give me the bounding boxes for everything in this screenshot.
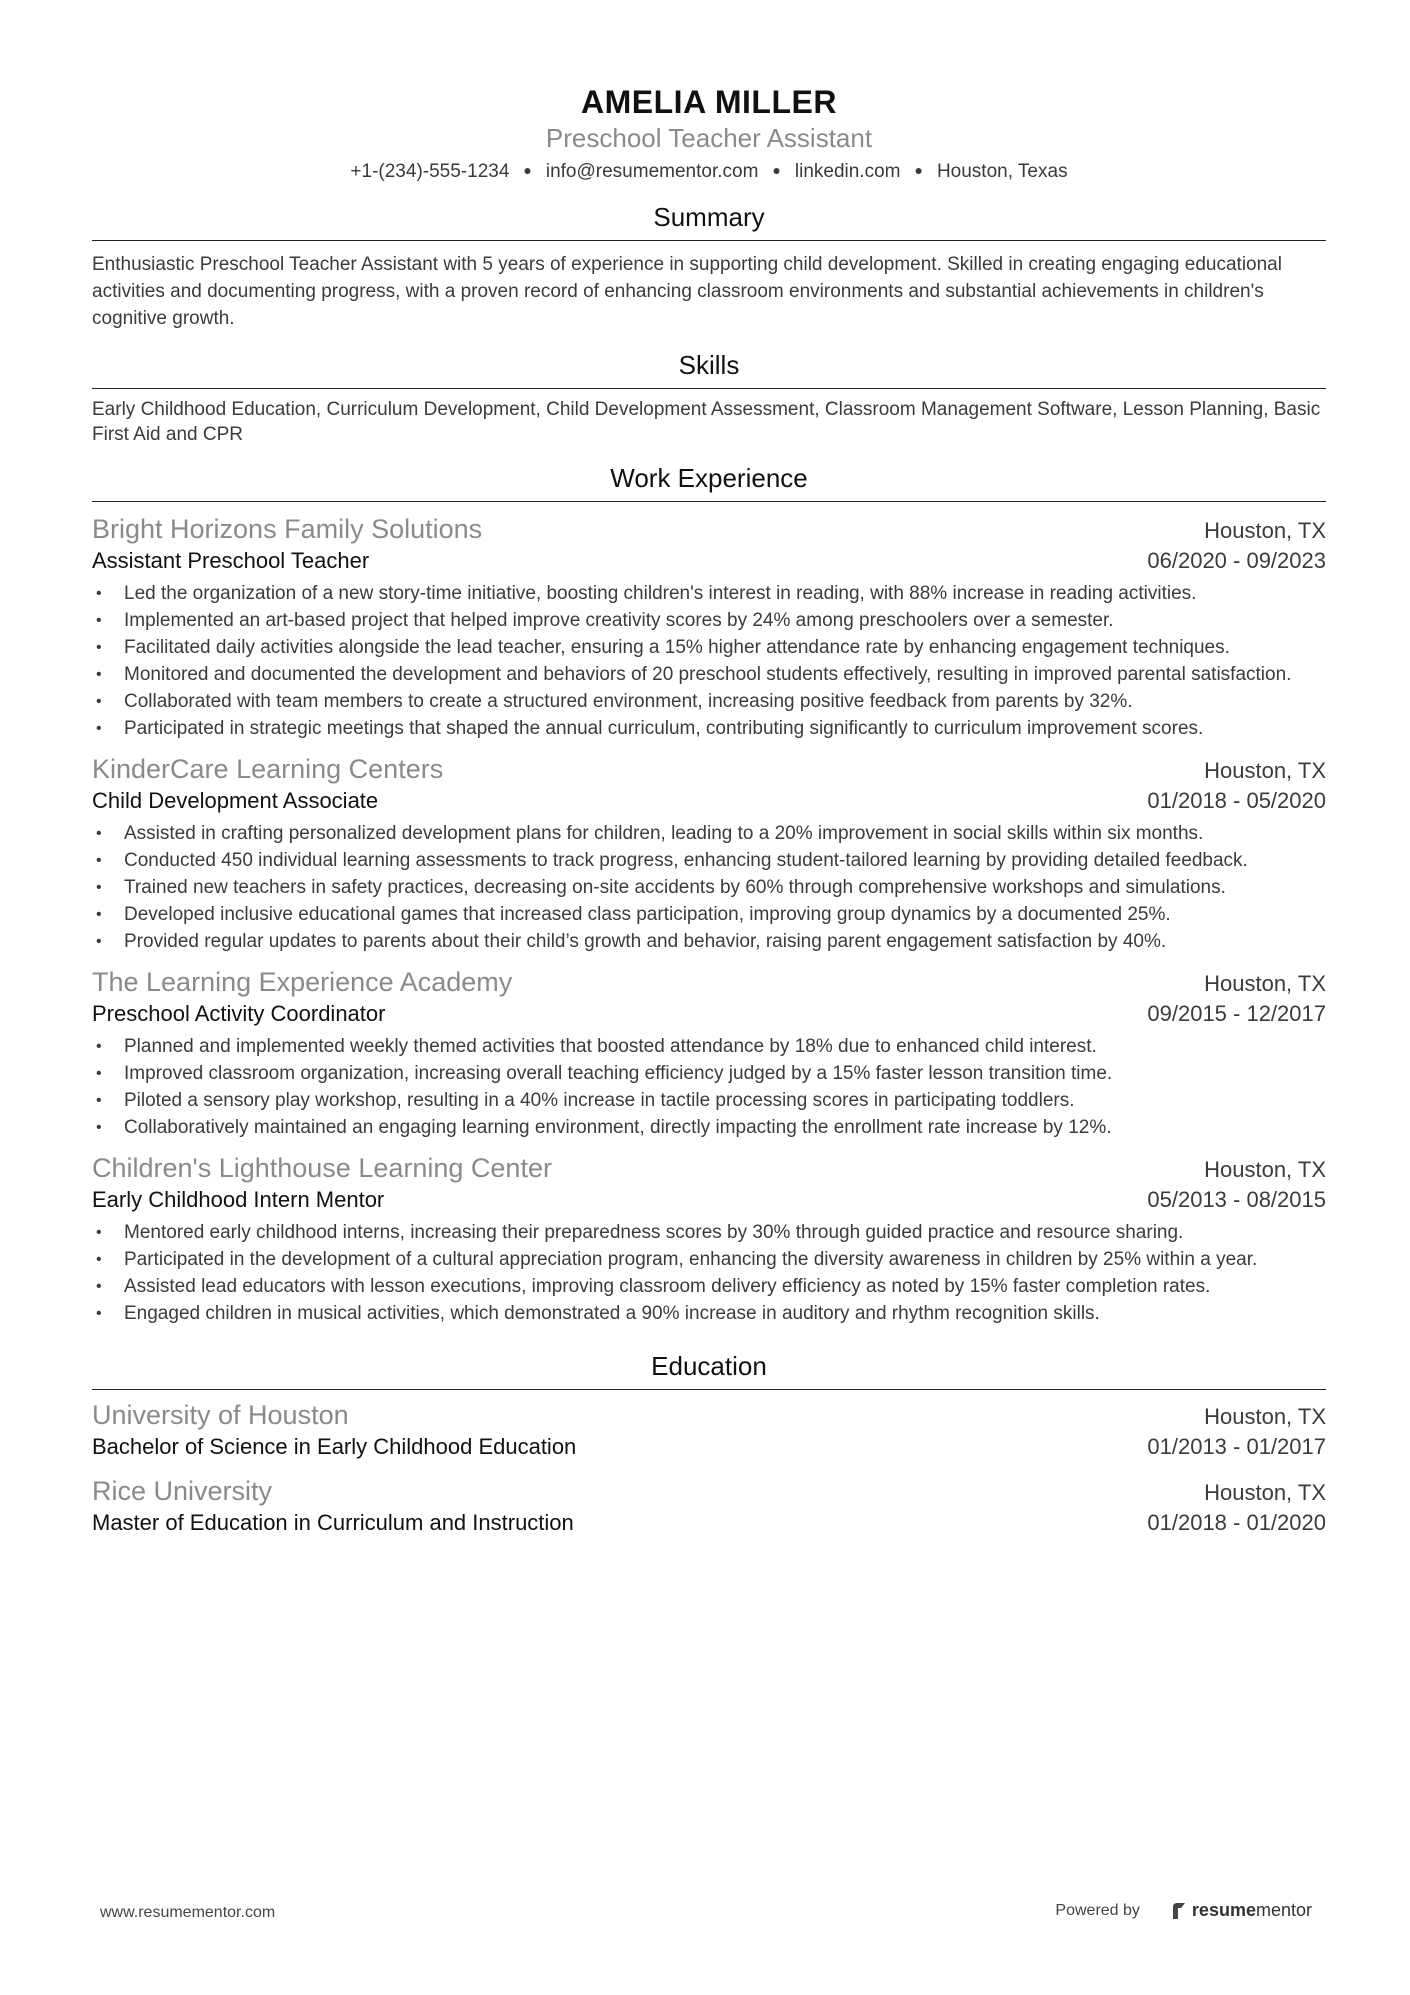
- job-title-row: [92, 786, 1326, 816]
- bullet-separator: ●: [772, 162, 781, 178]
- job-dates: 06/2020 - 09/2023: [1147, 548, 1326, 573]
- contact-email[interactable]: info@resumementor.com: [545, 161, 759, 182]
- education-section: [92, 1349, 1326, 1538]
- job-location: Houston, TX: [1204, 971, 1326, 996]
- bullet-separator: ●: [914, 162, 923, 178]
- section-title-skills: Skills: [92, 348, 1326, 389]
- resumementor-logo[interactable]: [1170, 1900, 1312, 1921]
- job-title-row: [92, 546, 1326, 576]
- section-title-summary: Summary: [92, 200, 1326, 241]
- job-bullet: • Planned and implemented weekly themed activities that boosted attendance by 18% due to enhanced child interest.: [92, 1033, 1326, 1060]
- education-header-row: [92, 1398, 1326, 1432]
- footer-url[interactable]: www.resumementor.com: [100, 1904, 276, 1921]
- job-title: Child Development Associate: [92, 788, 379, 813]
- contact-phone: +1-(234)-555-1234: [350, 161, 510, 182]
- job-header-row: [92, 1151, 1326, 1185]
- job-bullet: • Provided regular updates to parents about their child’s growth and behavior, raising parent engagement satisfaction by 40%.: [92, 928, 1326, 955]
- job-bullet: • Collaborated with team members to create a structured environment, increasing positive feedback from parents by 32%.: [92, 688, 1326, 715]
- job-title-row: [92, 999, 1326, 1029]
- job-bullet: • Participated in the development of a cultural appreciation program, enhancing the diversity awareness in children by 25% within a year.: [92, 1246, 1326, 1273]
- job-entry: [92, 512, 1326, 742]
- job-header-row: [92, 965, 1326, 999]
- education-dates: 01/2018 - 01/2020: [1147, 1510, 1326, 1535]
- education-degree-row: [92, 1432, 1326, 1462]
- education-school: University of Houston: [92, 1400, 349, 1430]
- page-footer: [100, 1898, 1318, 1928]
- job-entry: [92, 1151, 1326, 1327]
- job-bullets: [92, 1219, 1326, 1327]
- education-degree: Bachelor of Science in Early Childhood Education: [92, 1434, 577, 1459]
- education-degree: Master of Education in Curriculum and Instruction: [92, 1510, 574, 1535]
- education-entry: [92, 1474, 1326, 1538]
- job-title: Assistant Preschool Teacher: [92, 548, 370, 573]
- job-bullet: • Piloted a sensory play workshop, resulting in a 40% increase in tactile processing scores in participating toddlers.: [92, 1087, 1326, 1114]
- job-bullet: • Participated in strategic meetings that shaped the annual curriculum, contributing significantly to curriculum improvement scores.: [92, 715, 1326, 742]
- job-company: Children's Lighthouse Learning Center: [92, 1153, 552, 1183]
- resume-page: [92, 0, 1326, 1538]
- job-bullet: • Conducted 450 individual learning assessments to track progress, enhancing student-tailored learning by providing detailed feedback.: [92, 847, 1326, 874]
- job-bullet: • Mentored early childhood interns, increasing their preparedness scores by 30% through guided practice and resource sharing.: [92, 1219, 1326, 1246]
- job-bullet: • Assisted lead educators with lesson executions, improving classroom delivery efficiency as noted by 15% faster completion rates.: [92, 1273, 1326, 1300]
- job-bullets: [92, 1033, 1326, 1141]
- job-company: KinderCare Learning Centers: [92, 754, 444, 784]
- job-location: Houston, TX: [1204, 758, 1326, 783]
- summary-text: Enthusiastic Preschool Teacher Assistant with 5 years of experience in supporting child development. Skilled in creating engaging educational activities and documenting progress, with a proven record of enhancing classroom environments and substantial achievements in children's cognitive growth.: [92, 254, 1282, 329]
- resume-header: [92, 0, 1326, 186]
- footer-branding: [1055, 1900, 1312, 1921]
- education-location: Houston, TX: [1204, 1404, 1326, 1429]
- job-bullet: • Developed inclusive educational games that increased class participation, improving group dynamics by a documented 25%.: [92, 901, 1326, 928]
- education-entry: [92, 1398, 1326, 1462]
- job-bullet: • Led the organization of a new story-time initiative, boosting children's interest in reading, with 88% increase in reading activities.: [92, 580, 1326, 607]
- job-bullet: • Assisted in crafting personalized development plans for children, leading to a 20% improvement in social skills within six months.: [92, 820, 1326, 847]
- education-list: [92, 1398, 1326, 1538]
- job-title: Early Childhood Intern Mentor: [92, 1187, 385, 1212]
- education-dates: 01/2013 - 01/2017: [1147, 1434, 1326, 1459]
- experience-section: [92, 461, 1326, 1327]
- job-title-row: [92, 1185, 1326, 1215]
- skills-section: [92, 348, 1326, 447]
- education-header-row: [92, 1474, 1326, 1508]
- brand-light: mentor: [1255, 1900, 1312, 1920]
- candidate-name: AMELIA MILLER: [581, 84, 837, 120]
- section-title-experience: Work Experience: [92, 461, 1326, 502]
- bullet-separator: ●: [523, 162, 532, 178]
- job-bullet: • Facilitated daily activities alongside the lead teacher, ensuring a 15% higher attendance rate by enhancing engagement techniques.: [92, 634, 1326, 661]
- job-company: The Learning Experience Academy: [92, 967, 513, 997]
- job-bullet: • Improved classroom organization, increasing overall teaching efficiency judged by a 15% faster lesson transition time.: [92, 1060, 1326, 1087]
- job-location: Houston, TX: [1204, 1157, 1326, 1182]
- job-company: Bright Horizons Family Solutions: [92, 514, 483, 544]
- job-entry: [92, 752, 1326, 955]
- job-bullet: • Engaged children in musical activities, which demonstrated a 90% increase in auditory and rhythm recognition skills.: [92, 1300, 1326, 1327]
- education-degree-row: [92, 1508, 1326, 1538]
- job-header-row: [92, 752, 1326, 786]
- education-location: Houston, TX: [1204, 1480, 1326, 1505]
- contact-location: Houston, Texas: [936, 161, 1068, 182]
- candidate-role: Preschool Teacher Assistant: [545, 123, 873, 153]
- job-title: Preschool Activity Coordinator: [92, 1001, 386, 1026]
- job-bullet: • Monitored and documented the development and behaviors of 20 preschool students effectively, resulting in improved parental satisfaction.: [92, 661, 1326, 688]
- summary-section: [92, 200, 1326, 332]
- job-header-row: [92, 512, 1326, 546]
- job-dates: 01/2018 - 05/2020: [1147, 788, 1326, 813]
- education-school: Rice University: [92, 1476, 273, 1506]
- job-entry: [92, 965, 1326, 1141]
- job-list: [92, 512, 1326, 1327]
- job-location: Houston, TX: [1204, 518, 1326, 543]
- job-bullets: [92, 820, 1326, 955]
- contact-linkedin[interactable]: linkedin.com: [794, 161, 901, 182]
- job-bullet: • Collaboratively maintained an engaging learning environment, directly impacting the enrollment rate increase by 12%.: [92, 1114, 1326, 1141]
- powered-by-label: Powered by: [1055, 1901, 1140, 1919]
- section-title-education: Education: [92, 1349, 1326, 1390]
- job-bullet: • Implemented an art-based project that helped improve creativity scores by 24% among preschoolers over a semester.: [92, 607, 1326, 634]
- contact-line: [92, 156, 1326, 186]
- job-dates: 09/2015 - 12/2017: [1147, 1001, 1326, 1026]
- job-bullet: • Trained new teachers in safety practices, decreasing on-site accidents by 60% through comprehensive workshops and simulations.: [92, 874, 1326, 901]
- job-dates: 05/2013 - 08/2015: [1147, 1187, 1326, 1212]
- job-bullets: [92, 580, 1326, 742]
- brand-bold: resume: [1191, 1900, 1256, 1920]
- skills-text: Early Childhood Education, Curriculum Development, Child Development Assessment, Classroom Management Software, Lesson Planning, Basic First Aid and CPR: [92, 399, 1321, 445]
- resumementor-logo-icon: [1170, 1901, 1188, 1921]
